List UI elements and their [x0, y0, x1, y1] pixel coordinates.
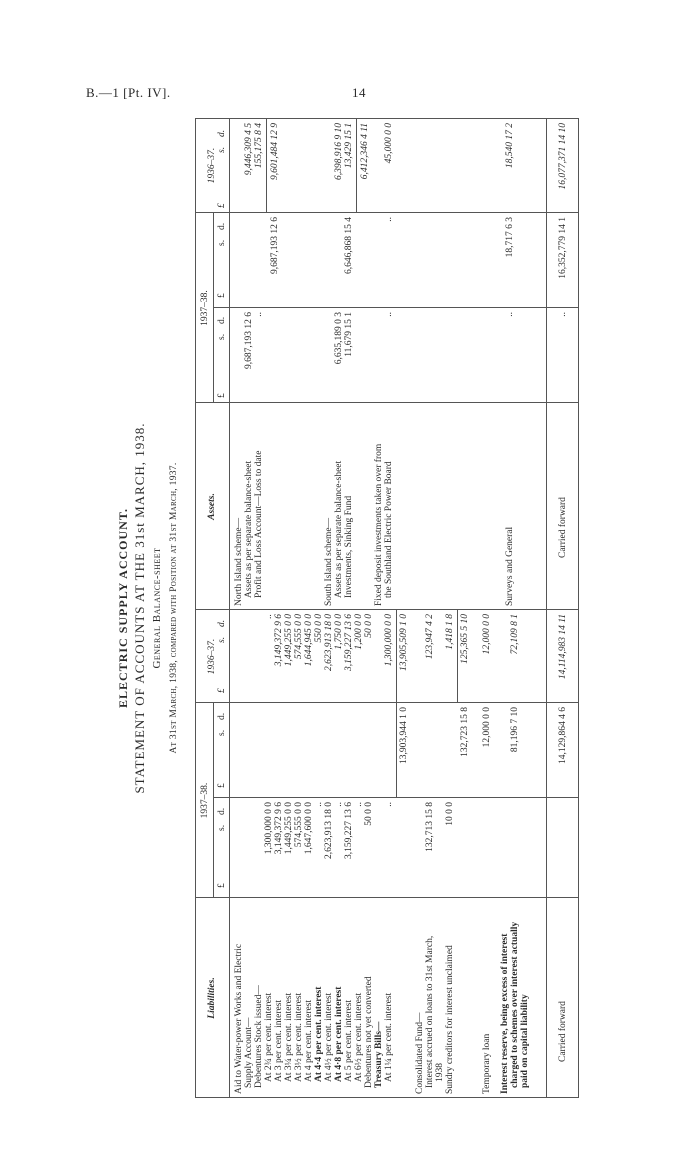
assets-row-prev: 13,429 15 1 — [344, 123, 354, 169]
liab-year-current: 1937–38. — [200, 782, 210, 819]
title-sub: STATEMENT OF ACCOUNTS AT THE 31st MARCH, 1938. — [132, 422, 147, 794]
assets-row-inner: 6,635,189 0 3 — [334, 312, 344, 365]
liab-row-prev: 123,947 4 2 — [425, 614, 435, 660]
liab-subtotal-1: 13,903,944 1 0 — [399, 707, 409, 764]
liab-row-inner: 574,555 0 0 — [294, 802, 304, 848]
assets-carried-forward-label: Carried forward — [558, 497, 568, 558]
currency-s: s. — [217, 333, 227, 340]
title-date-line: At 31st March, 1938, compared with Position at 31st March, 1937. — [169, 462, 179, 754]
currency-d: d. — [217, 619, 227, 627]
assets-row-inner: .. — [254, 312, 264, 317]
liab-row-label: Debentures not yet converted — [364, 976, 374, 1088]
liab-temp-loan-prev: 12,000 0 0 — [482, 614, 492, 655]
liab-row-label: At 4·4 per cent. interest — [314, 986, 324, 1082]
currency-l: £ — [217, 783, 227, 788]
assets-row-label: South Island scheme— — [324, 517, 334, 606]
liab-row-label: Aid to Water-power Works and Electric — [234, 943, 244, 1094]
liab-interest-reserve: 81,196 7 10 — [510, 707, 520, 753]
liab-row-inner: 3,149,372 9 6 — [274, 802, 284, 855]
liab-row-prev: 1,300,000 0 0 — [384, 614, 394, 667]
currency-s: s. — [217, 239, 227, 246]
liab-row-label: Interest reserve, being excess of interest — [500, 933, 510, 1094]
liab-row-label: Supply Account— — [244, 1017, 254, 1088]
assets-row-label: Assets as per separate balance-sheet — [334, 460, 344, 598]
assets-carried-forward-prev: 16,077,371 14 10 — [558, 123, 568, 190]
assets-fixed-deposit-prev: 45,000 0 0 — [384, 123, 394, 164]
currency-d: d. — [217, 712, 227, 720]
liab-row-label: At 1¼ per cent. interest — [384, 992, 394, 1082]
liab-row-label: 1938 — [435, 1063, 445, 1082]
liab-carried-forward: 14,129,864 4 6 — [558, 707, 568, 764]
liab-row-label: At 5 per cent. interest — [344, 999, 354, 1082]
assets-row-label: Investments, Sinking Fund — [344, 495, 354, 598]
liab-row-inner: 3,159,227 13 6 — [344, 802, 354, 859]
liab-row-label: Consolidated Fund— — [415, 1012, 425, 1094]
assets-row-label: Surveys and General — [505, 526, 515, 606]
liab-row-label: At 3 per cent. interest — [274, 999, 284, 1082]
assets-row-inner: .. — [384, 312, 394, 317]
assets-row-prev: 9,446,309 4 5 — [244, 123, 254, 176]
liab-row-label: Interest accrued on loans to 31st March, — [425, 935, 435, 1088]
page-header-left: B.—1 [Pt. IV]. — [86, 85, 171, 100]
liab-row-inner: .. — [354, 802, 364, 807]
currency-s: s. — [217, 729, 227, 736]
liab-row-inner: .. — [334, 802, 344, 807]
liab-carried-forward-label: Carried forward — [558, 1001, 568, 1062]
currency-d: d. — [217, 316, 227, 324]
liab-row-label: At 2¾ per cent. interest — [264, 992, 274, 1082]
title-main: ELECTRIC SUPPLY ACCOUNT. — [116, 508, 130, 708]
liab-row-label: Temporary loan — [482, 1033, 492, 1094]
liab-row-prev: .. — [264, 614, 274, 619]
liab-row-prev: 3,149,372 9 6 — [274, 614, 284, 667]
assets-row-label: Assets as per separate balance-sheet — [244, 460, 254, 598]
liab-row-label: charged to schemes over interest actually — [510, 921, 520, 1088]
liab-row-prev: 1,418 1 8 — [445, 614, 455, 650]
subtotal-rule — [396, 610, 397, 798]
subtotal-rule — [356, 118, 357, 213]
liab-row-prev: 50 0 0 — [364, 614, 374, 638]
currency-s: s. — [217, 824, 227, 831]
currency-d: d. — [217, 222, 227, 230]
liab-row-label: paid on capital liability — [520, 994, 530, 1088]
assets-heading: Assets. — [207, 493, 217, 520]
liab-row-inner: 1,647,600 0 0 — [304, 802, 314, 855]
liab-row-inner: 2,623,913 18 0 — [324, 802, 334, 859]
currency-l: £ — [217, 393, 227, 398]
assets-south-total-prev: 6,412,346 4 11 — [360, 123, 370, 180]
table-bottom-rule — [578, 118, 579, 1098]
assets-fixed-deposit-total: .. — [384, 217, 394, 222]
liab-subtotal-1-prev: 13,905,509 1 0 — [399, 614, 409, 671]
currency-s: s. — [217, 146, 227, 153]
subtotal-rule — [457, 610, 458, 703]
liab-row-inner: 50 0 0 — [364, 802, 374, 826]
subtotal-rule — [266, 118, 267, 213]
liab-row-prev: 550 0 0 — [314, 614, 324, 643]
currency-l: £ — [217, 293, 227, 298]
header-bottom-rule — [229, 118, 230, 1098]
liab-row-label: Treasury Bills— — [374, 1021, 384, 1088]
liab-row-inner: .. — [384, 802, 394, 807]
table-left-rule — [195, 1097, 578, 1098]
liab-row-inner: 1,300,000 0 0 — [264, 802, 274, 855]
col-divider — [213, 307, 578, 308]
liab-row-label: At 4 per cent. interest — [304, 999, 314, 1082]
assets-row-inner: 11,679 15 1 — [344, 312, 354, 357]
assets-row-label: Fixed deposit investments taken over from — [374, 443, 384, 606]
liab-row-prev: 574,555 0 0 — [294, 614, 304, 660]
liabilities-heading: Liabilities. — [207, 977, 217, 1019]
liab-row-prev: 1,449,255 0 0 — [284, 614, 294, 667]
carried-forward-rule — [546, 118, 547, 1098]
assets-surveys-prev: 18,540 17 2 — [505, 123, 515, 169]
liab-temp-loan: 12,000 0 0 — [482, 707, 492, 748]
assets-row-inner: 9,687,193 12 6 — [244, 312, 254, 369]
col-divider — [195, 609, 578, 610]
year-header-rule — [213, 703, 214, 898]
currency-l: £ — [217, 883, 227, 888]
assets-south-total: 6,646,868 15 4 — [344, 217, 354, 274]
liab-interest-reserve-prev: 72,109 8 1 — [510, 614, 520, 655]
liab-row-inner: 1,449,255 0 0 — [284, 802, 294, 855]
liab-carried-forward-prev: 14,114,983 14 11 — [558, 614, 568, 680]
page-number: 14 — [352, 85, 366, 100]
liab-subtotal-2: 132,723 15 8 — [460, 707, 470, 757]
liab-row-prev: 2,623,913 18 0 — [324, 614, 334, 671]
table-top-rule — [195, 118, 196, 1098]
rotated-balance-sheet — [110, 118, 580, 1098]
liab-row-label: Debentures Stock issued— — [254, 985, 264, 1088]
liab-subtotal-2-prev: 125,365 5 10 — [460, 614, 470, 664]
liab-row-label: At 3½ per cent. interest — [294, 992, 304, 1082]
assets-carried-forward-inner: .. — [558, 312, 568, 317]
liab-row-inner: 10 0 0 — [445, 802, 455, 826]
currency-l: £ — [217, 688, 227, 693]
assets-row-label: the Southland Electric Power Board — [384, 461, 394, 598]
table-right-rule — [195, 118, 578, 119]
currency-d: d. — [217, 129, 227, 137]
liab-row-prev: 1,644,945 0 0 — [304, 614, 314, 667]
liab-row-label: Sundry creditors for interest unclaimed — [445, 945, 455, 1094]
liab-row-prev: 3,159,227 13 6 — [344, 614, 354, 671]
assets-row-label: North Island scheme— — [234, 517, 244, 606]
liab-row-prev: 1,200 0 0 — [354, 614, 364, 650]
liab-row-inner: 132,713 15 8 — [425, 802, 435, 852]
liab-year-previous: 1936–37. — [207, 638, 217, 675]
currency-l: £ — [217, 203, 227, 208]
assets-north-total-prev: 9,601,484 12 9 — [270, 123, 280, 180]
currency-d: d. — [217, 807, 227, 815]
assets-year-current: 1937–38. — [200, 290, 210, 326]
liab-row-label: At 4½ per cent. interest — [324, 992, 334, 1082]
liab-row-prev: 1,750 0 0 — [334, 614, 344, 650]
title-sheet: General Balance-sheet — [151, 547, 163, 669]
assets-surveys-total: 18,717 6 3 — [505, 217, 515, 258]
currency-s: s. — [217, 636, 227, 643]
assets-row-label: Profit and Loss Account—Loss to date — [254, 450, 264, 598]
liab-row-label: At 4·8 per cent. interest — [334, 986, 344, 1082]
assets-year-previous: 1936–37. — [207, 147, 217, 184]
assets-north-total: 9,687,193 12 6 — [270, 217, 280, 274]
assets-row-prev: 6,398,916 9 10 — [334, 123, 344, 180]
liab-row-inner: .. — [314, 802, 324, 807]
liab-row-label: At 3¼ per cent. interest — [284, 992, 294, 1082]
year-header-rule — [213, 213, 214, 403]
assets-carried-forward: 16,352,779 14 1 — [558, 217, 568, 279]
assets-row-prev: 155,175 8 4 — [254, 123, 264, 169]
assets-row-inner: .. — [505, 312, 515, 317]
liab-row-label: At 6½ per cent. interest — [354, 992, 364, 1082]
